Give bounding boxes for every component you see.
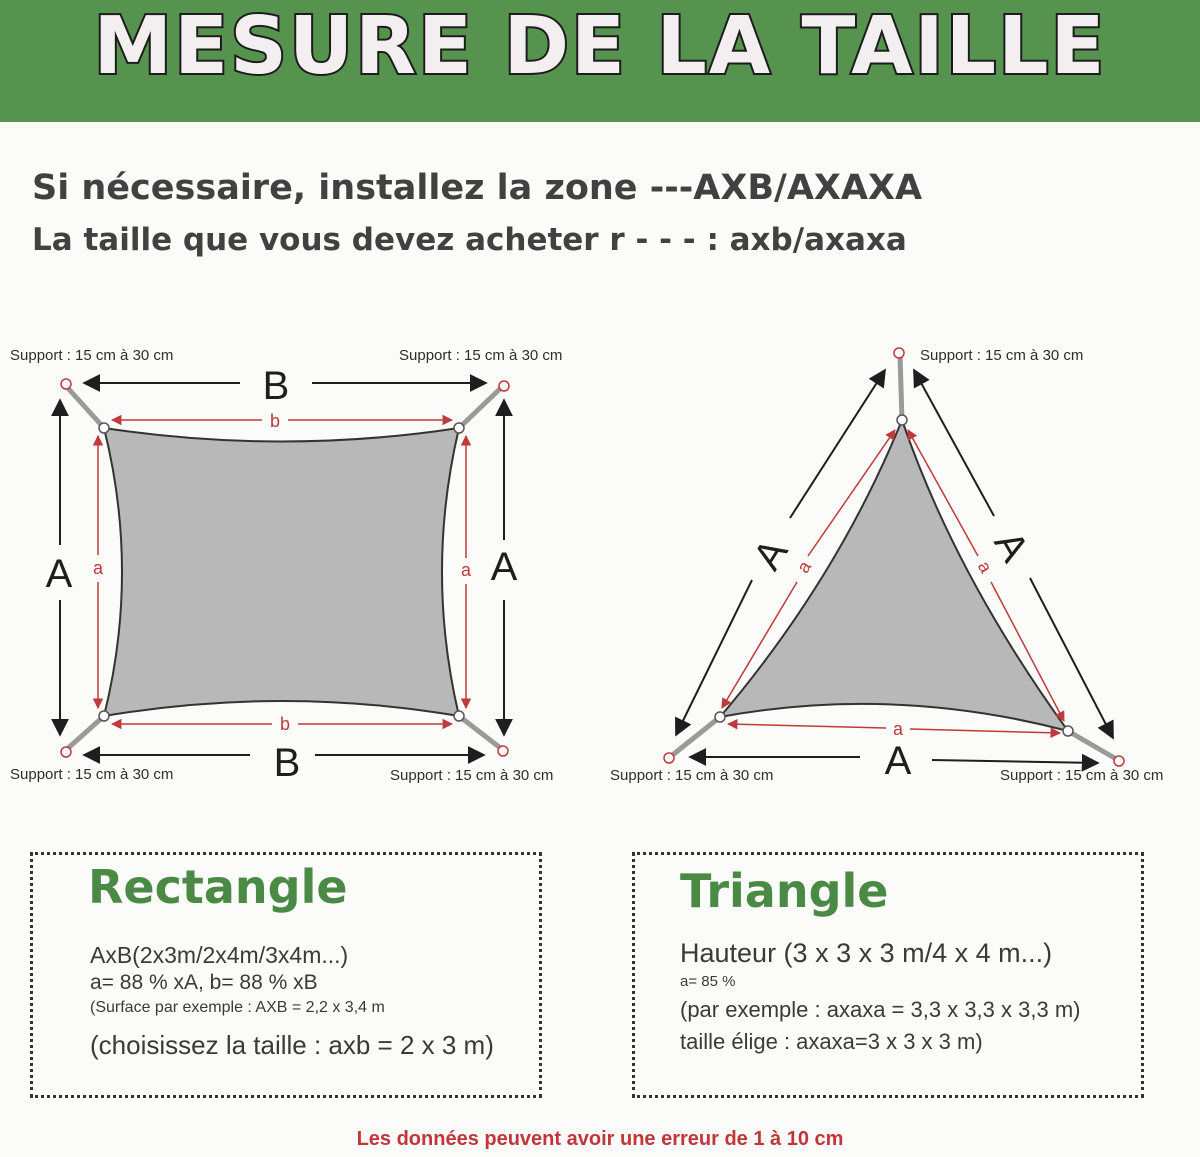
- intro-line-1: Si nécessaire, installez la zone ---AXB/AXAXA: [32, 168, 923, 208]
- tri-inner-side-label-left: a: [792, 557, 816, 577]
- rectangle-box-line-3: (Surface par exemple : AXB = 2,2 x 3,4 m: [90, 999, 385, 1016]
- rect-outer-width-label-top: B: [262, 364, 290, 408]
- rect-support-label-bottom-left: Support : 15 cm à 30 cm: [10, 766, 174, 783]
- tri-outer-side-label-right: A: [985, 523, 1037, 570]
- tri-support-label-top: Support : 15 cm à 30 cm: [920, 347, 1084, 364]
- rectangle-sail: [104, 428, 459, 716]
- page-title: MESURE DE LA TAILLE: [93, 0, 1107, 92]
- rect-outer-width-label-bottom: B: [273, 741, 301, 785]
- rect-support-label-top-left: Support : 15 cm à 30 cm: [10, 347, 174, 364]
- triangle-box-line-2: a= 85 %: [680, 973, 736, 990]
- triangle-box-line-1: Hauteur (3 x 3 x 3 m/4 x 4 m...): [680, 938, 1053, 968]
- rect-inner-height-label-left: a: [92, 558, 104, 578]
- rect-inner-width-label-top: b: [269, 411, 281, 431]
- triangle-box-line-4: taille élige : axaxa=3 x 3 x 3 m): [680, 1029, 983, 1054]
- tri-outer-side-label-left: A: [745, 531, 797, 578]
- intro-line-2: La taille que vous devez acheter r - - - : axb/axaxa: [32, 222, 907, 258]
- rect-outer-height-label-left: A: [45, 552, 73, 596]
- rect-outer-height-label-right: A: [490, 545, 518, 589]
- tri-inner-side-label-bottom: a: [892, 719, 904, 739]
- triangle-box-line-3: (par exemple : axaxa = 3,3 x 3,3 x 3,3 m): [680, 997, 1081, 1022]
- rectangle-box-line-2: a= 88 % xA, b= 88 % xB: [90, 971, 318, 994]
- tri-support-label-bottom-right: Support : 15 cm à 30 cm: [1000, 767, 1164, 784]
- footer-note: Les données peuvent avoir une erreur de 1 à 10 cm: [356, 1128, 844, 1150]
- tri-support-label-bottom-left: Support : 15 cm à 30 cm: [610, 767, 774, 784]
- rect-inner-height-label-right: a: [460, 560, 472, 580]
- rectangle-box-title: Rectangle: [88, 860, 348, 914]
- triangle-sail: [720, 420, 1068, 731]
- rectangle-box-line-1: AxB(2x3m/2x4m/3x4m...): [90, 942, 349, 968]
- rectangle-box-line-4: (choisissez la taille : axb = 2 x 3 m): [90, 1030, 494, 1060]
- triangle-diagram: [664, 348, 1124, 783]
- triangle-box-title: Triangle: [680, 864, 889, 918]
- rect-inner-width-label-bottom: b: [279, 714, 291, 734]
- tri-inner-side-label-right: a: [973, 557, 997, 577]
- rect-support-label-bottom-right: Support : 15 cm à 30 cm: [390, 767, 554, 784]
- rectangle-diagram: [46, 364, 518, 785]
- tri-outer-side-label-bottom: A: [884, 739, 912, 783]
- rect-support-label-top-right: Support : 15 cm à 30 cm: [399, 347, 563, 364]
